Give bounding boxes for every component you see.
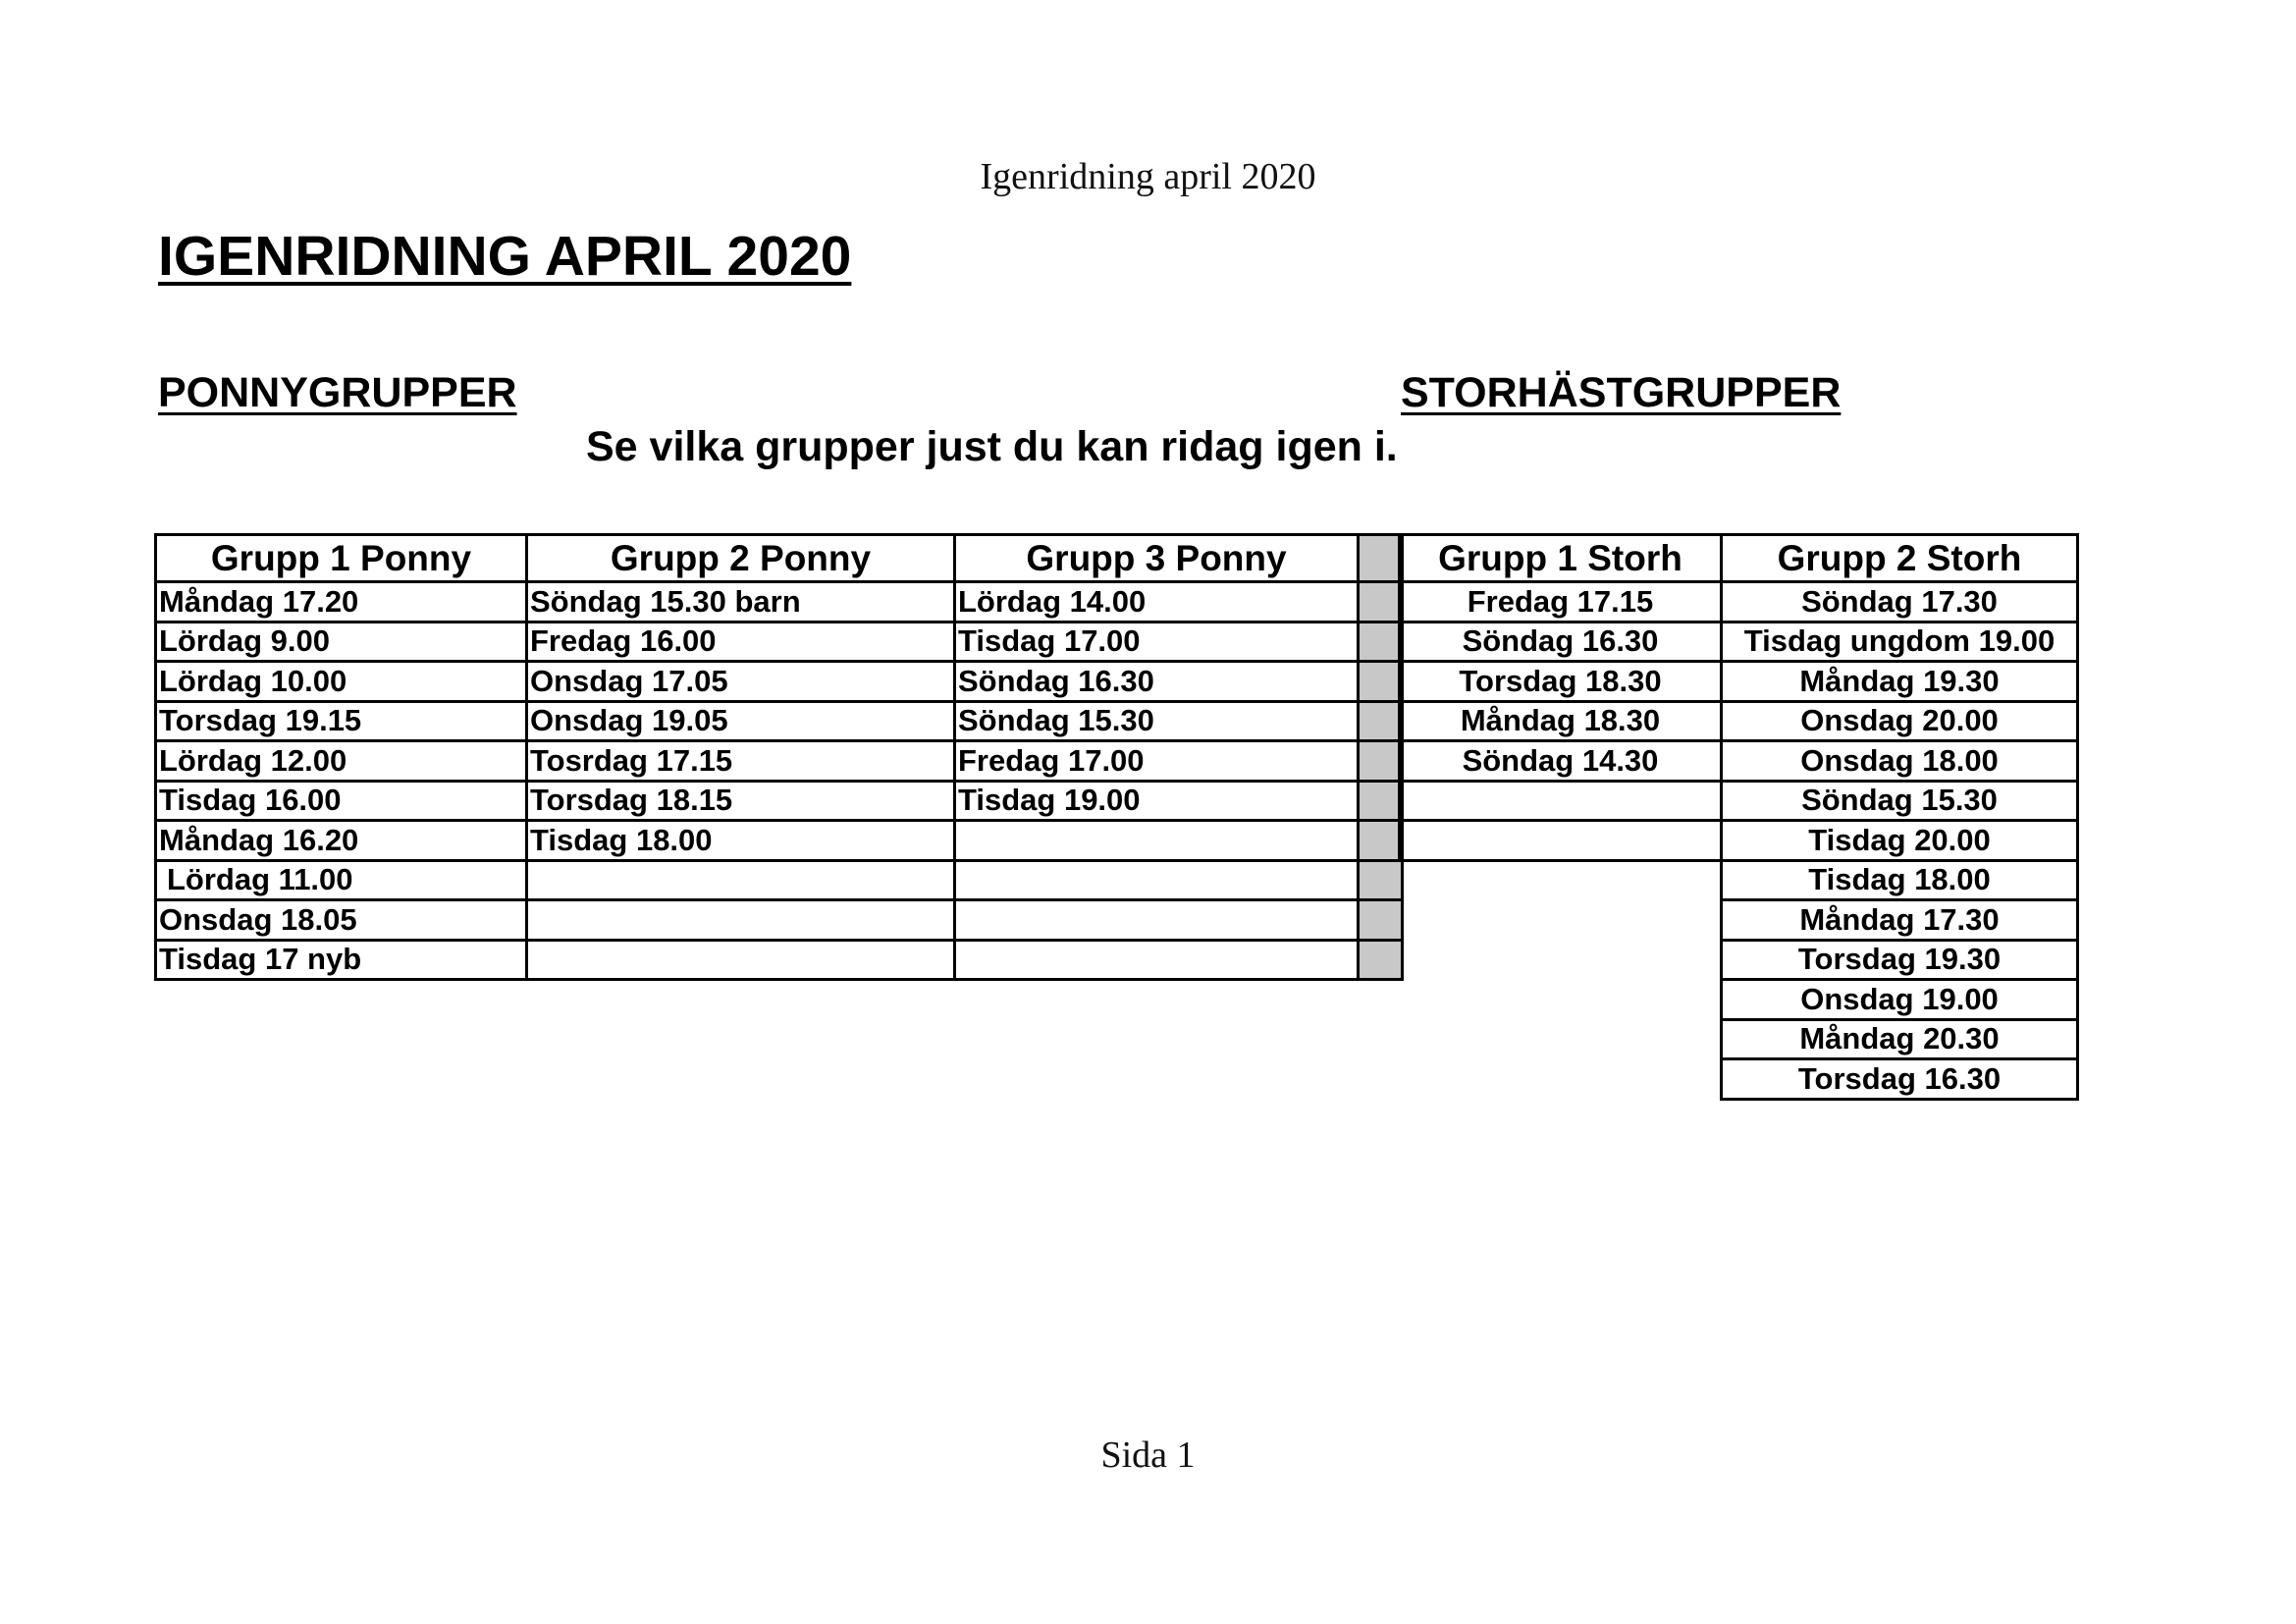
table-cell: Måndag 18.30 bbox=[1400, 701, 1722, 741]
empty-area bbox=[1400, 940, 1722, 980]
table-cell: Måndag 20.30 bbox=[1722, 1019, 2078, 1059]
table-row bbox=[1400, 940, 2078, 980]
table-cell: Tisdag 17 nyb bbox=[156, 940, 527, 980]
table-cell bbox=[955, 821, 1359, 861]
page-number: Sida 1 bbox=[1100, 1435, 1196, 1476]
running-header: Igenridning april 2020 bbox=[980, 156, 1316, 197]
table-row bbox=[156, 622, 1403, 662]
empty-area bbox=[1400, 1059, 1722, 1100]
table-row bbox=[1400, 741, 2078, 782]
table-cell: Tosrdag 17.15 bbox=[527, 741, 955, 782]
table-row bbox=[1400, 900, 2078, 941]
table-row bbox=[1400, 662, 2078, 702]
separator-column bbox=[1359, 535, 1403, 582]
empty-area bbox=[1400, 1019, 1722, 1059]
table-cell bbox=[527, 900, 955, 941]
table-cell: Onsdag 19.05 bbox=[527, 701, 955, 741]
table-cell: Fredag 16.00 bbox=[527, 622, 955, 662]
table-row bbox=[1400, 582, 2078, 623]
table-cell: Onsdag 18.05 bbox=[156, 900, 527, 941]
table-cell: Onsdag 17.05 bbox=[527, 662, 955, 702]
page-title: IGENRIDNING APRIL 2020 bbox=[158, 225, 852, 288]
table-cell: Tisdag 17.00 bbox=[955, 622, 1359, 662]
table-header-row bbox=[156, 535, 1403, 582]
storhast-section-heading: STORHÄSTGRUPPER bbox=[1401, 369, 1842, 416]
table-cell bbox=[955, 940, 1359, 980]
table-cell: Onsdag 20.00 bbox=[1722, 701, 2078, 741]
table-cell: Tisdag 18.00 bbox=[1722, 860, 2078, 900]
empty-area bbox=[1400, 980, 1722, 1020]
table-row bbox=[1400, 701, 2078, 741]
table-row bbox=[1400, 781, 2078, 821]
table-row bbox=[156, 860, 1403, 900]
separator-cell bbox=[1359, 741, 1403, 782]
table-row bbox=[1400, 821, 2078, 861]
table-row bbox=[1400, 1059, 2078, 1100]
table-cell bbox=[1400, 781, 1722, 821]
storhast-table-body bbox=[1400, 582, 2078, 1100]
empty-area bbox=[1400, 860, 1722, 900]
ponny-table-body bbox=[156, 582, 1403, 980]
table-cell: Söndag 16.30 bbox=[1400, 622, 1722, 662]
table-cell: Fredag 17.00 bbox=[955, 741, 1359, 782]
column-header: Grupp 3 Ponny bbox=[955, 535, 1359, 582]
table-cell: Tisdag ungdom 19.00 bbox=[1722, 622, 2078, 662]
table-cell: Tisdag 16.00 bbox=[156, 781, 527, 821]
separator-cell bbox=[1359, 582, 1403, 623]
table-cell: Söndag 15.30 barn bbox=[527, 582, 955, 623]
ponny-section-heading: PONNYGRUPPER bbox=[158, 369, 517, 416]
table-cell: Torsdag 19.15 bbox=[156, 701, 527, 741]
table-cell: Söndag 17.30 bbox=[1722, 582, 2078, 623]
empty-area bbox=[1400, 900, 1722, 941]
table-cell: Onsdag 19.00 bbox=[1722, 980, 2078, 1020]
table-row bbox=[1400, 860, 2078, 900]
table-cell: Fredag 17.15 bbox=[1400, 582, 1722, 623]
separator-cell bbox=[1359, 781, 1403, 821]
table-cell bbox=[955, 860, 1359, 900]
table-cell bbox=[527, 940, 955, 980]
table-cell: Lördag 9.00 bbox=[156, 622, 527, 662]
table-cell: Tisdag 19.00 bbox=[955, 781, 1359, 821]
separator-cell bbox=[1359, 821, 1403, 861]
separator-cell bbox=[1359, 662, 1403, 702]
separator-cell bbox=[1359, 622, 1403, 662]
table-cell: Tisdag 18.00 bbox=[527, 821, 955, 861]
table-cell: Lördag 14.00 bbox=[955, 582, 1359, 623]
table-header-row bbox=[1400, 535, 2078, 582]
table-cell: Lördag 11.00 bbox=[156, 860, 527, 900]
table-cell: Onsdag 18.00 bbox=[1722, 741, 2078, 782]
column-header: Grupp 2 Ponny bbox=[527, 535, 955, 582]
table-cell: Torsdag 18.15 bbox=[527, 781, 955, 821]
table-row bbox=[1400, 1019, 2078, 1059]
storhast-schedule-table bbox=[1398, 533, 2079, 1101]
table-cell: Måndag 19.30 bbox=[1722, 662, 2078, 702]
table-cell: Måndag 17.20 bbox=[156, 582, 527, 623]
table-cell bbox=[955, 900, 1359, 941]
table-row bbox=[156, 940, 1403, 980]
table-row bbox=[1400, 980, 2078, 1020]
table-cell: Lördag 10.00 bbox=[156, 662, 527, 702]
table-cell bbox=[527, 860, 955, 900]
column-header: Grupp 2 Storh bbox=[1722, 535, 2078, 582]
ponny-schedule-table bbox=[154, 533, 1404, 981]
separator-cell bbox=[1359, 701, 1403, 741]
table-cell: Torsdag 18.30 bbox=[1400, 662, 1722, 702]
table-cell: Söndag 16.30 bbox=[955, 662, 1359, 702]
table-row bbox=[1400, 622, 2078, 662]
table-cell: Söndag 15.30 bbox=[1722, 781, 2078, 821]
table-row bbox=[156, 662, 1403, 702]
table-row bbox=[156, 900, 1403, 941]
table-cell: Söndag 14.30 bbox=[1400, 741, 1722, 782]
column-header: Grupp 1 Storh bbox=[1400, 535, 1722, 582]
table-row bbox=[156, 821, 1403, 861]
table-cell: Tisdag 20.00 bbox=[1722, 821, 2078, 861]
table-cell: Måndag 17.30 bbox=[1722, 900, 2078, 941]
separator-cell bbox=[1359, 940, 1403, 980]
table-cell: Söndag 15.30 bbox=[955, 701, 1359, 741]
table-cell: Torsdag 16.30 bbox=[1722, 1059, 2078, 1100]
table-cell: Torsdag 19.30 bbox=[1722, 940, 2078, 980]
table-row bbox=[156, 701, 1403, 741]
table-row bbox=[156, 582, 1403, 623]
column-header: Grupp 1 Ponny bbox=[156, 535, 527, 582]
separator-cell bbox=[1359, 900, 1403, 941]
subtitle: Se vilka grupper just du kan ridag igen i. bbox=[586, 423, 1398, 470]
table-cell: Måndag 16.20 bbox=[156, 821, 527, 861]
separator-cell bbox=[1359, 860, 1403, 900]
table-row bbox=[156, 781, 1403, 821]
table-cell: Lördag 12.00 bbox=[156, 741, 527, 782]
table-cell bbox=[1400, 821, 1722, 861]
table-row bbox=[156, 741, 1403, 782]
